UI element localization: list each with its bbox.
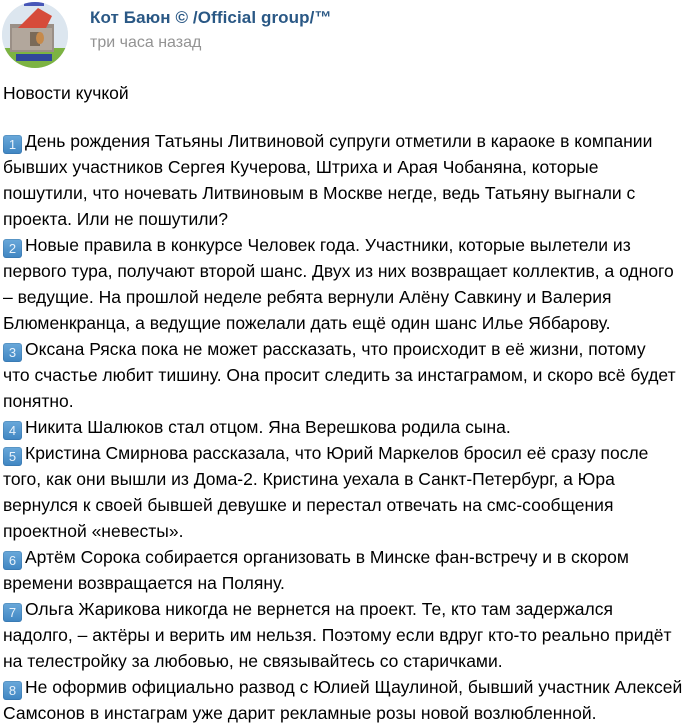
news-line: времени возвращается на Поляну.	[3, 573, 285, 593]
news-text: День рождения Татьяны Литвиновой супруги отметили в караоке в компании	[25, 131, 653, 151]
news-line: того, как они вышли из Дома-2. Кристина уехала в Санкт-Петербург, а Юра	[3, 469, 615, 489]
news-line: бывших участников Сергея Кучерова, Штриха и Арая Чобаняна, которые	[3, 157, 599, 177]
news-line: понятно.	[3, 391, 74, 411]
news-line: Самсонов в инстаграм уже дарит рекламные розы новой возлюбленной.	[3, 703, 597, 723]
news-line	[3, 674, 699, 700]
news-line	[3, 336, 699, 362]
news-line: что счастье любит тишину. Она просит следить за инстаграмом, и скоро всё будет	[3, 365, 676, 385]
news-text: Новые правила в конкурсе Человек года. Участники, которые вылетели из	[25, 235, 631, 255]
news-line: первого тура, получают второй шанс. Двух из них возвращает коллектив, а одного	[3, 261, 674, 281]
news-line: пошутили, что ночевать Литвиновым в Москве негде, ведь Татьяну выгнали с	[3, 183, 636, 203]
post-title: Новости кучкой	[3, 83, 129, 103]
keycap-number-icon: 1	[3, 135, 22, 154]
author-name-link[interactable]: Кот Баюн © /Official group/™	[90, 8, 332, 27]
news-line	[3, 440, 699, 466]
news-text: Не оформив официально развод с Юлией Щаулиной, бывший участник Алексей	[25, 677, 683, 697]
news-item	[3, 596, 699, 674]
news-line: – ведущие. На прошлой неделе ребята вернули Алёну Савкину и Валерия	[3, 287, 612, 307]
post-timestamp-link[interactable]: три часа назад	[90, 34, 202, 51]
news-line	[3, 596, 699, 622]
news-text: Ольга Жарикова никогда не вернется на проект. Те, кто там задержался	[25, 599, 613, 619]
news-item	[3, 128, 699, 232]
news-item	[3, 440, 699, 544]
news-line	[3, 414, 699, 440]
keycap-number-icon: 3	[3, 343, 22, 362]
news-text: Кристина Смирнова рассказала, что Юрий Маркелов бросил её сразу после	[25, 443, 649, 463]
news-item	[3, 336, 699, 414]
keycap-number-icon: 4	[3, 421, 22, 440]
news-line	[3, 128, 699, 154]
keycap-number-icon: 7	[3, 603, 22, 622]
keycap-number-icon: 5	[3, 447, 22, 466]
keycap-number-icon: 6	[3, 551, 22, 570]
news-line: проектной «невесты».	[3, 521, 184, 541]
news-item	[3, 232, 699, 336]
news-line: Блюменкранца, а ведущие пожелали дать ещё один шанс Илье Яббарову.	[3, 313, 611, 333]
news-line: проекта. Или не пошутили?	[3, 209, 228, 229]
post-body	[3, 128, 699, 726]
keycap-number-icon: 2	[3, 239, 22, 258]
cat-house-avatar-icon	[2, 2, 68, 68]
news-item	[3, 414, 699, 440]
avatar[interactable]	[2, 2, 68, 68]
news-line: надолго, – актёры и верить им нельзя. Поэтому если вдруг кто-то реально придёт	[3, 625, 672, 645]
news-item	[3, 674, 699, 726]
keycap-number-icon: 8	[3, 681, 22, 700]
news-item	[3, 544, 699, 596]
news-text: Артём Сорока собирается организовать в Минске фан-встречу и в скором	[25, 547, 629, 567]
news-text: Оксана Ряска пока не может рассказать, что происходит в её жизни, потому	[25, 339, 646, 359]
news-line: вернулся к своей бывшей девушке и перестал отвечать на смс-сообщения	[3, 495, 614, 515]
news-line	[3, 544, 699, 570]
post-header	[0, 0, 699, 72]
news-line: на телестройку за любовью, не связывайтесь со старичками.	[3, 651, 503, 671]
news-line	[3, 232, 699, 258]
news-text: Никита Шалюков стал отцом. Яна Верешкова родила сына.	[25, 417, 511, 437]
